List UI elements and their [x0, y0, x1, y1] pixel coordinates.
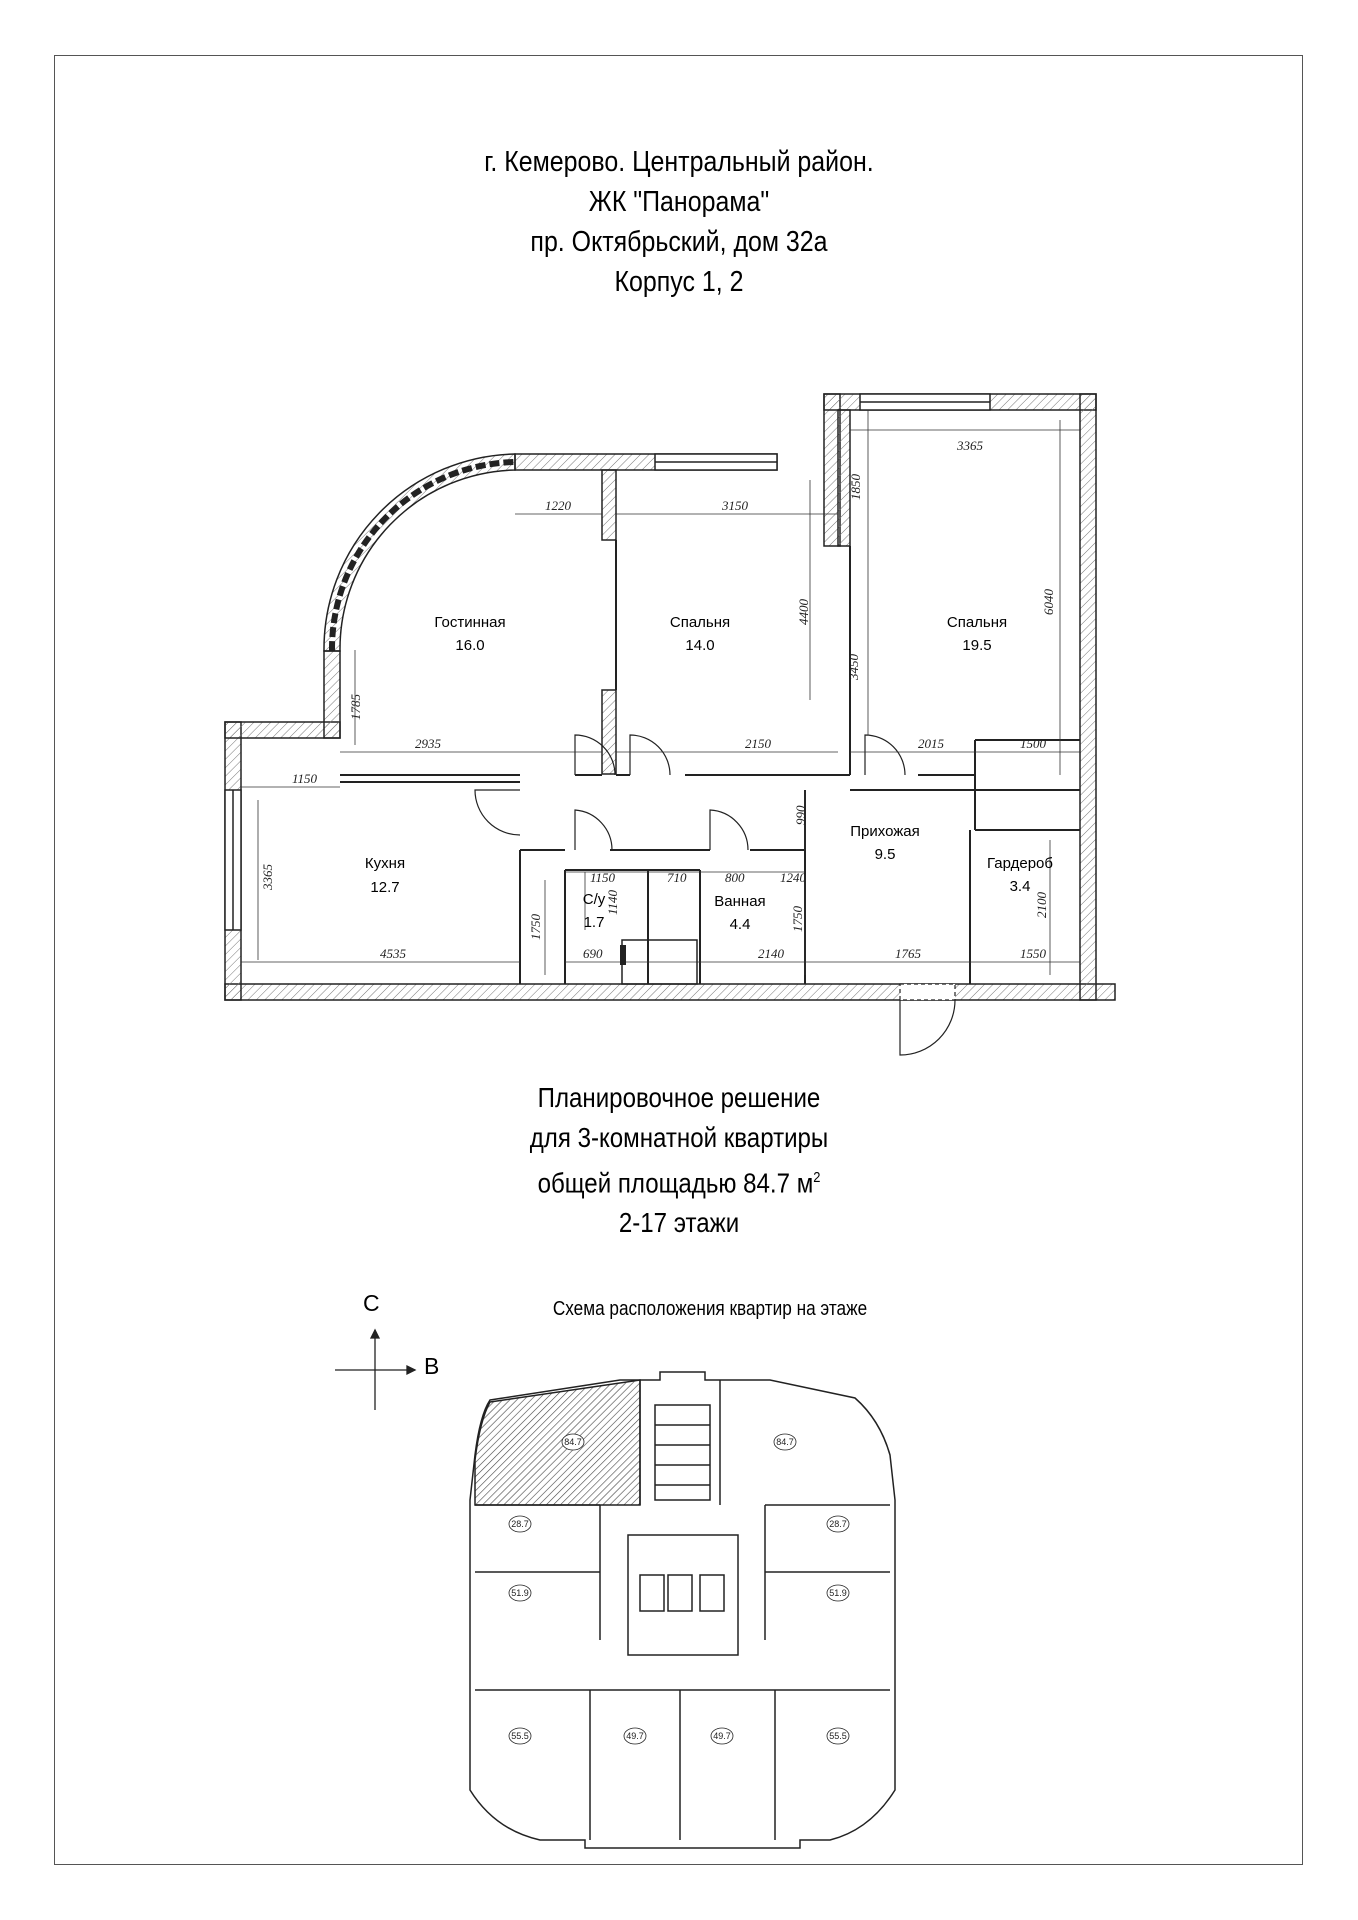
room-area-bedroom2: 19.5 [962, 637, 992, 654]
dim-label: 1150 [590, 870, 616, 885]
dim-label: 1500 [1020, 736, 1046, 751]
dim-label: 1150 [292, 771, 318, 786]
header-line-city: г. Кемерово. Центральный район. [484, 146, 874, 178]
plan-title-line2: для 3-комнатной квартиры [529, 1122, 829, 1153]
room-name-bedroom1: Спальня [669, 614, 731, 631]
room-name-living: Гостинная [434, 614, 506, 631]
room-name-toilet: С/у [582, 891, 606, 908]
dim-label: 2150 [745, 736, 771, 751]
apt-area-label: 28.7 [829, 1519, 847, 1529]
room-name-bedroom2: Спальня [946, 614, 1008, 631]
dim-label: 1750 [528, 914, 543, 940]
dim-label: 710 [667, 870, 687, 885]
apt-area-label: 51.9 [829, 1588, 847, 1598]
room-name-bathroom: Ванная [714, 893, 766, 910]
dim-label: 4535 [380, 946, 406, 961]
compass-east-label: В [424, 1353, 440, 1379]
dim-label: 800 [725, 870, 745, 885]
dim-label: 3150 [722, 498, 748, 513]
plan-title-floors: 2-17 этажи [618, 1207, 740, 1239]
dim-label: 1785 [348, 694, 363, 720]
dim-label: 2935 [415, 736, 441, 751]
room-area-wardrobe: 3.4 [1009, 878, 1031, 895]
apt-area-label: 55.5 [829, 1731, 847, 1741]
dim-label: 3450 [846, 654, 861, 680]
dim-label: 2100 [1034, 892, 1049, 918]
dim-label: 3365 [260, 864, 275, 890]
dim-label: 1850 [848, 474, 863, 500]
dimension-lines [241, 410, 1080, 975]
dim-label: 6040 [1041, 589, 1056, 615]
apt-area-label: 84.7 [564, 1437, 582, 1447]
compass [335, 1330, 415, 1410]
interior-walls [340, 540, 1080, 984]
room-name-wardrobe: Гардероб [987, 855, 1053, 872]
plan-title-line3 [95, 1158, 1263, 1203]
floor-scheme [470, 1372, 895, 1848]
apt-area-label: 51.9 [511, 1588, 529, 1598]
plan-title [0, 1078, 1358, 1243]
room-area-bedroom1: 14.0 [685, 637, 715, 654]
dim-label: 3365 [957, 438, 983, 453]
dim-label: 1240 [780, 870, 806, 885]
toilet-fixture [620, 945, 626, 965]
scheme-title: Схема расположения квартир на этаже [552, 1298, 868, 1320]
dim-label: 2015 [918, 736, 944, 751]
dim-label: 1220 [545, 498, 571, 513]
room-name-kitchen: Кухня [364, 855, 406, 872]
dim-label: 690 [583, 946, 603, 961]
dim-label: 1140 [605, 889, 620, 915]
room-area-toilet: 1.7 [583, 914, 605, 931]
room-area-bathroom: 4.4 [729, 916, 751, 933]
room-name-hall: Прихожая [850, 823, 920, 840]
room-area-living: 16.0 [455, 637, 485, 654]
dim-label: 4400 [796, 599, 811, 625]
plan-title-area-unit-sup: 2 [813, 1169, 821, 1186]
apt-area-label: 84.7 [776, 1437, 794, 1447]
dim-label: 2140 [758, 946, 784, 961]
plan-title-area: общей площадью 84.7 м [537, 1167, 814, 1199]
dim-label: 990 [793, 805, 808, 825]
room-area-kitchen: 12.7 [370, 879, 400, 896]
apt-area-label: 28.7 [511, 1519, 529, 1529]
plan-title-line1: Планировочное решение [537, 1082, 821, 1113]
apt-area-label: 55.5 [511, 1731, 529, 1741]
header-line-address: пр. Октябрьский, дом 32а [530, 226, 828, 258]
apt-area-label: 49.7 [713, 1731, 731, 1741]
compass-north-label: С [363, 1290, 380, 1316]
dim-label: 1550 [1020, 946, 1046, 961]
dim-label: 1765 [895, 946, 921, 961]
room-area-hall: 9.5 [874, 846, 896, 863]
apt-area-label: 49.7 [626, 1731, 644, 1741]
header-line-complex: ЖК "Панорама" [588, 186, 770, 218]
dim-label: 1750 [790, 906, 805, 932]
header-line-building: Корпус 1, 2 [614, 266, 744, 298]
